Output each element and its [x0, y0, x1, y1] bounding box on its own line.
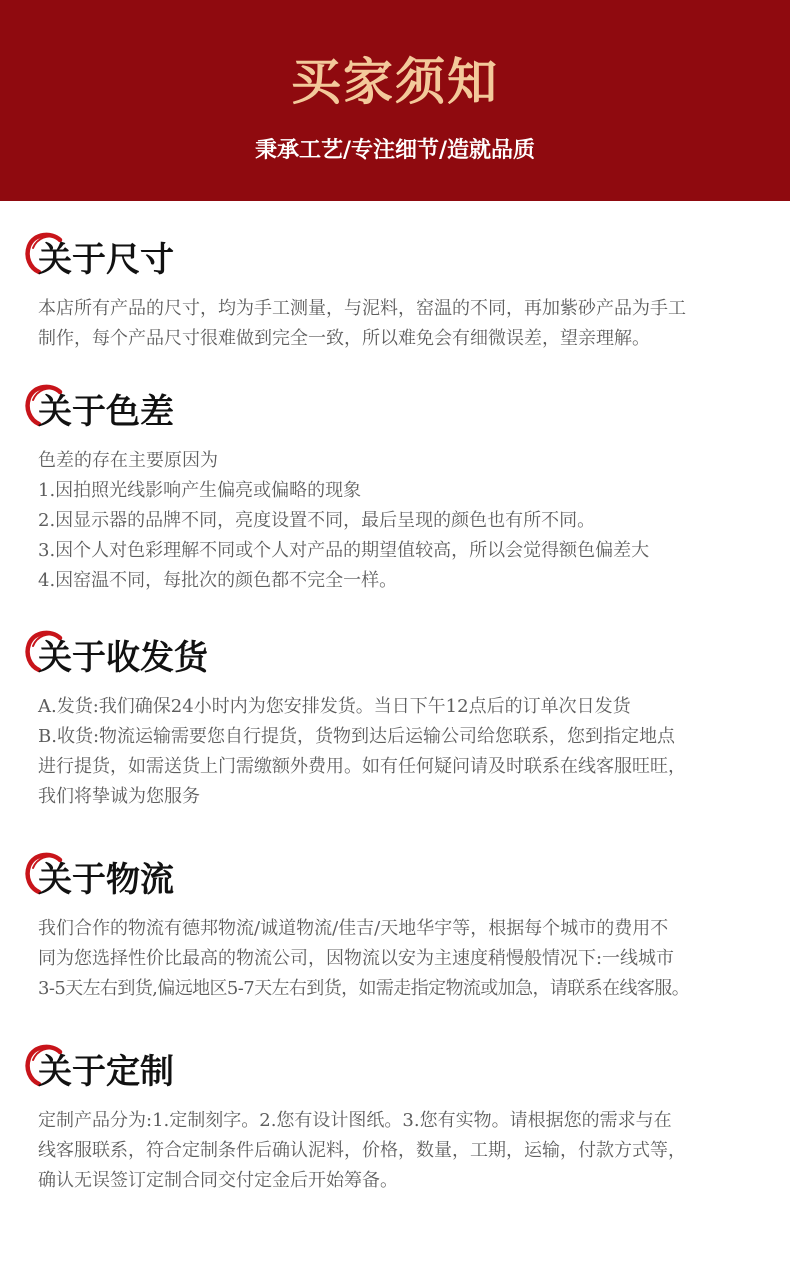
body-line: 4.因窑温不同，每批次的颜色都不完全一样。 — [38, 570, 398, 591]
body-line: 3-5天左右到货,偏远地区5-7天左右到货，如需走指定物流或加急，请联系在线客服。 — [38, 978, 690, 999]
section-body — [24, 440, 774, 596]
body-line: 定制产品分为:1.定制刻字。2.您有设计图纸。3.您有实物。请根据您的需求与在 — [38, 1110, 672, 1131]
body-line: 线客服联系，符合定制条件后确认泥料，价格，数量，工期，运输，付款方式等， — [38, 1140, 686, 1161]
section-heading — [24, 858, 774, 908]
page-subtitle: 秉承工艺/专注细节/造就品质 — [254, 137, 536, 163]
body-line: 确认无误签订定制合同交付定金后开始筹备。 — [38, 1170, 398, 1191]
section-title: 关于收发货 — [38, 638, 208, 678]
body-line: 2.因显示器的品牌不同，亮度设置不同，最后呈现的颜色也有所不同。 — [38, 510, 596, 531]
body-line: 进行提货，如需送货上门需缴额外费用。如有任何疑问请及时联系在线客服旺旺， — [38, 756, 686, 777]
section-body — [24, 908, 774, 1004]
section-body — [24, 288, 774, 354]
page-title: 买家须知 — [291, 52, 499, 111]
header-banner — [0, 0, 790, 201]
section-customization — [24, 1050, 774, 1196]
section-heading — [24, 636, 774, 686]
section-body — [24, 686, 774, 812]
section-size — [24, 238, 774, 354]
body-line: 1.因拍照光线影响产生偏亮或偏略的现象 — [38, 480, 362, 501]
body-line: 本店所有产品的尺寸，均为手工测量，与泥料，窑温的不同，再加紫砂产品为手工 — [38, 298, 686, 319]
section-title: 关于尺寸 — [38, 240, 174, 280]
section-title: 关于色差 — [38, 392, 174, 432]
section-color-difference — [24, 390, 774, 596]
section-logistics — [24, 858, 774, 1004]
body-line: A.发货:我们确保24小时内为您安排发货。当日下午12点后的订单次日发货 — [38, 696, 631, 717]
body-line: B.收货:物流运输需要您自行提货，货物到达后运输公司给您联系，您到指定地点 — [38, 726, 676, 747]
body-line: 3.因个人对色彩理解不同或个人对产品的期望值较高，所以会觉得额色偏差大 — [38, 540, 650, 561]
section-title: 关于物流 — [38, 860, 174, 900]
section-shipping — [24, 636, 774, 812]
section-title: 关于定制 — [38, 1052, 174, 1092]
body-line: 我们将挚诚为您服务 — [38, 786, 200, 807]
section-heading — [24, 390, 774, 440]
body-line: 我们合作的物流有德邦物流/诚道物流/佳吉/天地华宇等，根据每个城市的费用不 — [38, 918, 669, 939]
body-line: 色差的存在主要原因为 — [38, 450, 218, 471]
body-line: 同为您选择性价比最高的物流公司，因物流以安为主速度稍慢般情况下:一线城市 — [38, 948, 675, 969]
section-heading — [24, 1050, 774, 1100]
section-body — [24, 1100, 774, 1196]
section-heading — [24, 238, 774, 288]
body-line: 制作，每个产品尺寸很难做到完全一致，所以难免会有细微误差，望亲理解。 — [38, 328, 650, 349]
